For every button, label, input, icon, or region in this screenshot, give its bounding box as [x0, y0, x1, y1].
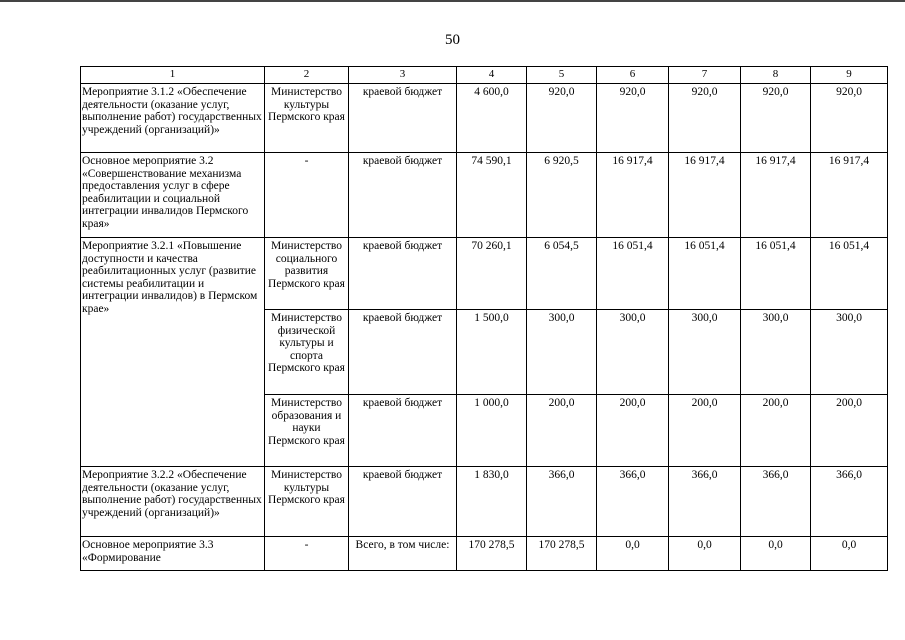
header-row	[81, 67, 888, 84]
executor: Министерство образования и науки Пермского края	[265, 395, 349, 467]
funding-source: краевой бюджет	[349, 153, 457, 238]
activity-name: Основное мероприятие 3.3 «Формирование	[81, 537, 265, 571]
activity-name: Мероприятие 3.1.2 «Обеспечение деятельности (оказание услуг, выполнение работ) государственных учреждений (организаций)»	[81, 84, 265, 153]
activity-name: Мероприятие 3.2.2 «Обеспечение деятельности (оказание услуг, выполнение работ) государственных учреждений (организаций)»	[81, 467, 265, 537]
col-header: 8	[741, 67, 811, 84]
value-cell: 4 600,0	[457, 84, 527, 153]
value-cell: 920,0	[669, 84, 741, 153]
value-cell: 6 920,5	[527, 153, 597, 238]
value-cell: 366,0	[597, 467, 669, 537]
table-row	[81, 238, 888, 310]
funding-source: краевой бюджет	[349, 238, 457, 310]
table-row	[81, 153, 888, 238]
value-cell: 16 917,4	[811, 153, 888, 238]
value-cell: 74 590,1	[457, 153, 527, 238]
value-cell: 16 051,4	[741, 238, 811, 310]
table-row	[81, 84, 888, 153]
top-rule	[0, 0, 905, 2]
value-cell: 200,0	[741, 395, 811, 467]
value-cell: 200,0	[527, 395, 597, 467]
budget-table	[80, 66, 888, 571]
executor: Министерство физической культуры и спорта Пермского края	[265, 310, 349, 395]
value-cell: 300,0	[741, 310, 811, 395]
value-cell: 920,0	[741, 84, 811, 153]
value-cell: 1 500,0	[457, 310, 527, 395]
col-header: 5	[527, 67, 597, 84]
value-cell: 0,0	[741, 537, 811, 571]
value-cell: 0,0	[597, 537, 669, 571]
value-cell: 16 051,4	[811, 238, 888, 310]
table-row	[81, 467, 888, 537]
funding-source: краевой бюджет	[349, 84, 457, 153]
value-cell: 366,0	[527, 467, 597, 537]
value-cell: 366,0	[741, 467, 811, 537]
value-cell: 170 278,5	[527, 537, 597, 571]
value-cell: 6 054,5	[527, 238, 597, 310]
executor: -	[265, 153, 349, 238]
executor: Министерство культуры Пермского края	[265, 84, 349, 153]
value-cell: 200,0	[597, 395, 669, 467]
value-cell: 16 917,4	[597, 153, 669, 238]
value-cell: 0,0	[811, 537, 888, 571]
col-header: 4	[457, 67, 527, 84]
value-cell: 920,0	[527, 84, 597, 153]
funding-source: краевой бюджет	[349, 310, 457, 395]
col-header: 2	[265, 67, 349, 84]
funding-source: краевой бюджет	[349, 467, 457, 537]
value-cell: 300,0	[811, 310, 888, 395]
value-cell: 0,0	[669, 537, 741, 571]
page-number: 50	[445, 32, 460, 48]
value-cell: 16 917,4	[669, 153, 741, 238]
executor: Министерство социального развития Пермского края	[265, 238, 349, 310]
value-cell: 16 051,4	[669, 238, 741, 310]
executor: Министерство культуры Пермского края	[265, 467, 349, 537]
value-cell: 170 278,5	[457, 537, 527, 571]
value-cell: 920,0	[597, 84, 669, 153]
col-header: 9	[811, 67, 888, 84]
value-cell: 16 917,4	[741, 153, 811, 238]
value-cell: 1 000,0	[457, 395, 527, 467]
value-cell: 200,0	[811, 395, 888, 467]
value-cell: 1 830,0	[457, 467, 527, 537]
activity-name: Основное мероприятие 3.2 «Совершенствование механизма предоставления услуг в сфере реабилитации и социальной интеграции инвалидов Пермского края»	[81, 153, 265, 238]
value-cell: 920,0	[811, 84, 888, 153]
funding-source: краевой бюджет	[349, 395, 457, 467]
col-header: 3	[349, 67, 457, 84]
col-header: 7	[669, 67, 741, 84]
funding-source: Всего, в том числе:	[349, 537, 457, 571]
activity-name: Мероприятие 3.2.1 «Повышение доступности и качества реабилитационных услуг (развитие системы реабилитации и интеграции инвалидов) в Пермском крае»	[81, 238, 265, 467]
table-row	[81, 537, 888, 571]
value-cell: 366,0	[811, 467, 888, 537]
value-cell: 16 051,4	[597, 238, 669, 310]
value-cell: 200,0	[669, 395, 741, 467]
value-cell: 300,0	[669, 310, 741, 395]
col-header: 1	[81, 67, 265, 84]
value-cell: 300,0	[597, 310, 669, 395]
col-header: 6	[597, 67, 669, 84]
executor: -	[265, 537, 349, 571]
value-cell: 300,0	[527, 310, 597, 395]
value-cell: 70 260,1	[457, 238, 527, 310]
value-cell: 366,0	[669, 467, 741, 537]
